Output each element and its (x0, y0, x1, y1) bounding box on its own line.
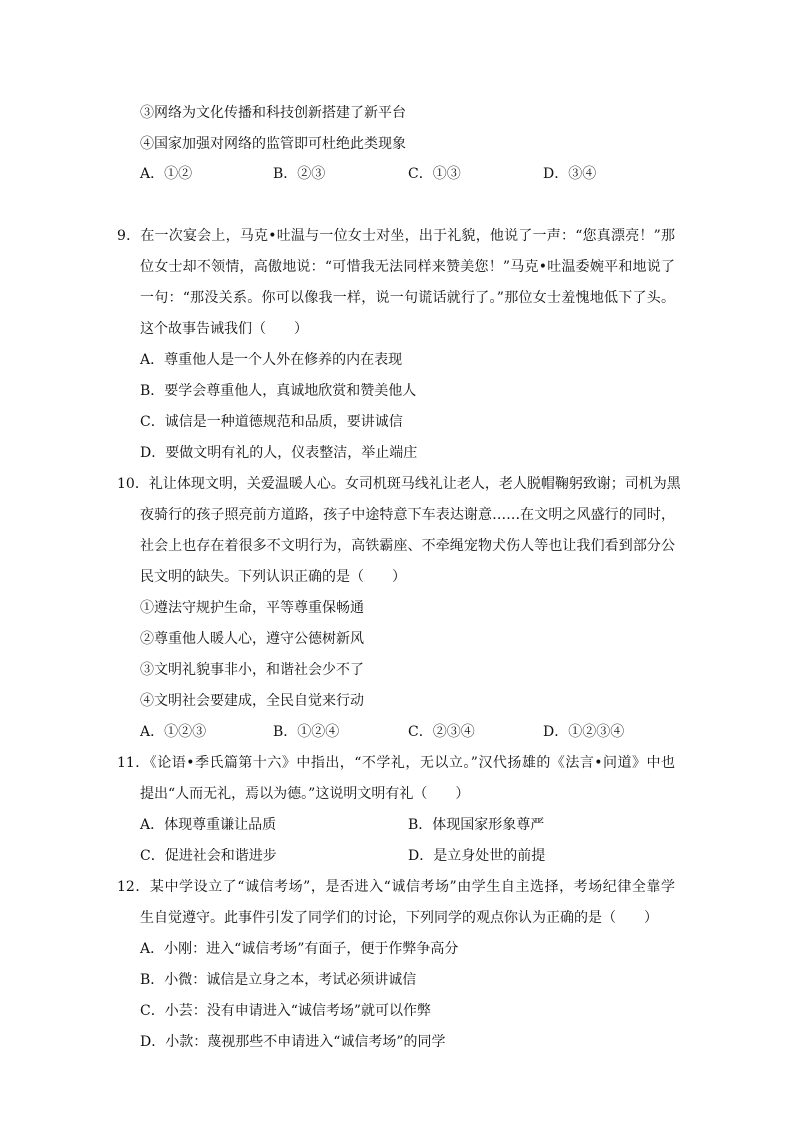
q10-item-2: ②尊重他人暖人心，遵守公德树新风 (140, 631, 364, 647)
q8-item-3: ③网络为文化传播和科技创新搭建了新平台 (140, 105, 406, 121)
q9-option-c: C．诚信是一种道德规范和品质，要讲诚信 (140, 414, 403, 430)
q10-option-d: D．①②③④ (543, 724, 625, 740)
q8-option-c: C．①③ (408, 166, 461, 182)
q10-stem-line-1: 10．礼让体现文明，关爱温暖人心。女司机斑马线礼让老人，老人脱帽鞠躬致谢；司机为黑 (117, 476, 681, 492)
q9-stem-line-1: 9．在一次宴会上，马克•吐温与一位女士对坐，出于礼貌，他说了一声：“您真漂亮！”那 (117, 228, 675, 244)
q10-option-c: C．②③④ (408, 724, 475, 740)
q9-stem-line-3: 一句：“那没关系。你可以像我一样，说一句谎话就行了。”那位女士羞愧地低下了头。 (140, 290, 675, 306)
q11-option-b: B．体现国家形象尊严 (408, 817, 545, 833)
q12-option-a: A．小刚：进入“诚信考场”有面子，便于作弊争高分 (140, 941, 459, 957)
q12-option-b: B．小微：诚信是立身之本，考试必须讲诚信 (140, 972, 417, 988)
q12-stem-line-1: 12．某中学设立了“诚信考场”，是否进入“诚信考场”由学生自主选择，考场纪律全靠学 (117, 879, 675, 895)
q9-stem-line-2: 位女士却不领情，高傲地说：“可惜我无法同样来赞美您！”马克•吐温委婉平和地说了 (140, 259, 675, 275)
q10-stem-line-2: 夜骑行的孩子照亮前方道路，孩子中途特意下车表达谢意……在文明之风盛行的同时， (140, 507, 675, 523)
q11-stem-line-1: 11．《论语•季氏篇第十六》中指出，“不学礼，无以立。”汉代扬雄的《法言•问道》中也 (117, 755, 675, 771)
q8-option-b: B．②③ (273, 166, 326, 182)
q11-option-d: D．是立身处世的前提 (408, 848, 546, 864)
q9-option-d: D．要做文明有礼的人，仪表整洁，举止端庄 (140, 445, 418, 461)
q10-stem-line-3: 社会上也存在着很多不文明行为，高铁霸座、不牵绳宠物犬伤人等也让我们看到部分公 (140, 538, 675, 554)
q10-item-4: ④文明社会要建成，全民自觉来行动 (140, 693, 364, 709)
q10-option-a: A．①②③ (140, 724, 207, 740)
q10-item-1: ①遵法守规护生命，平等尊重保畅通 (140, 600, 364, 616)
q9-option-a: A．尊重他人是一个人外在修养的内在表现 (140, 352, 403, 368)
q10-stem-line-4: 民文明的缺失。下列认识正确的是（ ） (140, 569, 406, 585)
q10-option-b: B．①②④ (273, 724, 340, 740)
q11-option-c: C．促进社会和谐进步 (140, 848, 277, 864)
q10-item-3: ③文明礼貌事非小，和谐社会少不了 (140, 662, 364, 678)
q12-option-d: D．小款：蔑视那些不申请进入“诚信考场”的同学 (140, 1034, 446, 1050)
q8-item-4: ④国家加强对网络的监管即可杜绝此类现象 (140, 136, 406, 152)
q11-stem-line-2: 提出“人而无礼，焉以为德。”这说明文明有礼（ ） (140, 786, 470, 802)
q12-option-c: C．小芸：没有申请进入“诚信考场”就可以作弊 (140, 1003, 432, 1019)
q8-option-d: D．③④ (543, 166, 597, 182)
q9-stem-line-4: 这个故事告诫我们（ ） (140, 321, 308, 337)
q12-stem-line-2: 生自觉遵守。此事件引发了同学们的讨论，下列同学的观点你认为正确的是（ ） (140, 910, 658, 926)
q8-option-a: A．①② (140, 166, 193, 182)
q11-option-a: A．体现尊重谦让品质 (140, 817, 277, 833)
q9-option-b: B．要学会尊重他人，真诚地欣赏和赞美他人 (140, 383, 417, 399)
